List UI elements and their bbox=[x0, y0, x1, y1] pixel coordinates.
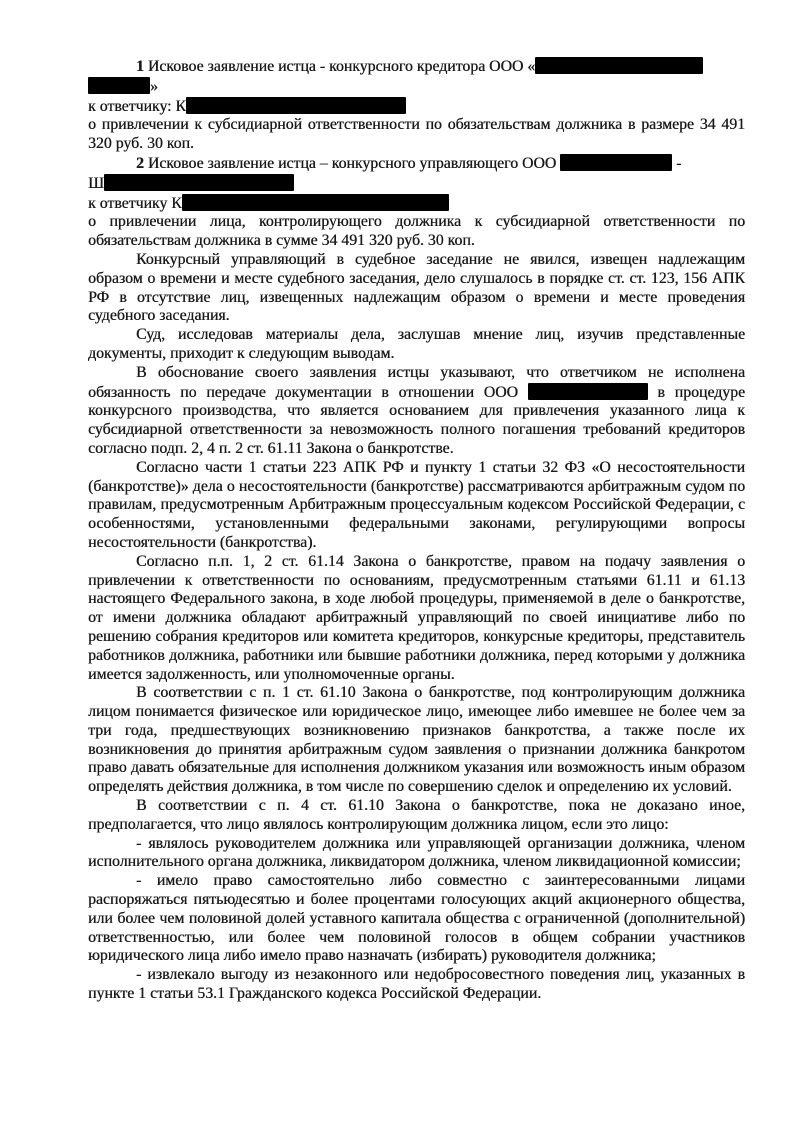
claim-line bbox=[88, 154, 745, 174]
redaction-bar bbox=[560, 154, 672, 171]
paragraph bbox=[88, 966, 745, 1004]
redaction-bar bbox=[535, 57, 703, 74]
text-run: Ш bbox=[88, 174, 104, 192]
redaction-bar bbox=[186, 97, 406, 114]
text-run: Согласно п.п. 1, 2 ст. 61.14 Закона о банкротстве, правом на подачу заявления о привлечении к ответственности по основаниям, предусмотренным статьями 61.11 и 61.13 настоящего Федерального закона, в ходе любой процедуры, применяемой в деле о банкротстве, от имени должника обладают арбитражный управляющий по своей инициативе либо по решению собрания кредиторов или комитета кредиторов, конкурсные кредиторы, представитель работников должника, работники или бывшие работники должника, перед которыми у должника имеется задолженность, или уполномоченные органы. bbox=[88, 552, 745, 683]
text-run: Конкурсный управляющий в судебное заседание не явился, извещен надлежащим образом о времени и месте судебного заседания, дело слушалось в порядке ст. ст. 123, 156 АПК РФ в отсутствие лиц, извещенных надлежащим образом о времени и месте проведения судебного заседания. bbox=[88, 250, 745, 325]
text-run: В соответствии с п. 4 ст. 61.10 Закона о банкротстве, пока не доказано иное, предполагается, что лицо являлось контролирующим должника лицом, если это лицо: bbox=[88, 797, 745, 833]
redaction-bar bbox=[88, 77, 150, 94]
paragraph bbox=[88, 364, 745, 459]
redaction-bar bbox=[182, 194, 449, 211]
text-run: - bbox=[672, 154, 682, 172]
text-run: в процедуре конкурсного производства, что является основанием для привлечения указанного лица к субсидиарной ответственности за невозможность полного погашения требований кредиторов согласно подп. 2, 4 п. 2 ст. 61.11 Закона о банкротстве. bbox=[88, 383, 745, 457]
paragraph bbox=[88, 872, 745, 966]
paragraph bbox=[88, 459, 745, 553]
claim-line bbox=[88, 57, 745, 77]
text-run: Исковое заявление истца – конкурсного управляющего ООО bbox=[143, 154, 561, 172]
paragraph bbox=[88, 213, 745, 251]
text-run: - имело право самостоятельно либо совместно с заинтересованными лицами распоряжаться пятьюдесятью и более процентами голосующих акций акционерного общества, или более чем половиной долей уставного капитала общества с ограниченной (дополнительной) ответственностью, или более чем половиной голосов в общем собрании участников юридического лица либо имело право назначать (избирать) руководителя должника; bbox=[88, 872, 745, 965]
paragraph bbox=[88, 116, 745, 154]
text-run: - являлось руководителем должника или управляющей организации должника, членом исполнительного органа должника, ликвидатором должника, членом ликвидационной комиссии; bbox=[88, 834, 745, 871]
text-run: В обоснование своего заявления истцы указывают, что ответчиком не исполнена обязанность по передаче документации в отношении ООО bbox=[88, 363, 745, 401]
text-run: 2 bbox=[136, 154, 144, 172]
paragraph bbox=[88, 553, 745, 685]
text-run: Исковое заявление истца - конкурсного кредитора ООО « bbox=[143, 58, 536, 75]
text-run: 1 bbox=[136, 58, 144, 75]
paragraph bbox=[88, 797, 745, 835]
text-run: - извлекало выгоду из незаконного или недобросовестного поведения лиц, указанных в пункте 1 статьи 53.1 Гражданского кодекса Российской Федерации. bbox=[88, 966, 745, 1003]
text-run: о привлечении лица, контролирующего должника к субсидиарной ответственности по обязательствам должника в сумме 34 491 320 руб. 30 коп. bbox=[88, 213, 745, 250]
text-run: к ответчику К bbox=[88, 194, 182, 212]
claim-line bbox=[88, 97, 745, 117]
paragraph bbox=[88, 251, 745, 326]
redaction-bar bbox=[528, 383, 648, 400]
text-run: к ответчику: К bbox=[88, 97, 186, 115]
text-run: » bbox=[150, 77, 158, 95]
text-run: о привлечении к субсидиарной ответственности по обязательствам должника в размере 34 491 320 руб. 30 коп. bbox=[88, 116, 745, 153]
document-body bbox=[88, 57, 745, 1004]
text-run: В соответствии с п. 1 ст. 61.10 Закона о банкротстве, под контролирующим должника лицом понимается физическое или юридическое лицо, имеющее либо имевшее не более чем за три года, предшествующих возникновению признаков банкротства, а также после их возникновения до принятия арбитражным судом заявления о признании должника банкротом право давать обязательные для исполнения должником указания или возможность иным образом определять действия должника, в том числе по совершению сделок и определению их условий. bbox=[88, 684, 745, 796]
paragraph bbox=[88, 684, 745, 797]
text-run: Суд, исследовав материалы дела, заслушав мнение лиц, изучив представленные документы, приходит к следующим выводам. bbox=[88, 326, 745, 362]
text-run: Согласно части 1 статьи 223 АПК РФ и пункту 1 статьи 32 ФЗ «О несостоятельности (банкротстве)» дела о несостоятельности (банкротстве) рассматриваются арбитражным судом по правилам, предусмотренным Арбитражным процессуальным кодексом Российской Федерации, с особенностями, установленными федеральными законами, регулирующими вопросы несостоятельности (банкротства). bbox=[88, 458, 745, 551]
paragraph bbox=[88, 326, 745, 364]
claim-line bbox=[88, 77, 745, 97]
claim-line bbox=[88, 174, 745, 194]
redaction-bar bbox=[104, 174, 294, 191]
claim-line bbox=[88, 194, 745, 214]
paragraph bbox=[88, 835, 745, 873]
